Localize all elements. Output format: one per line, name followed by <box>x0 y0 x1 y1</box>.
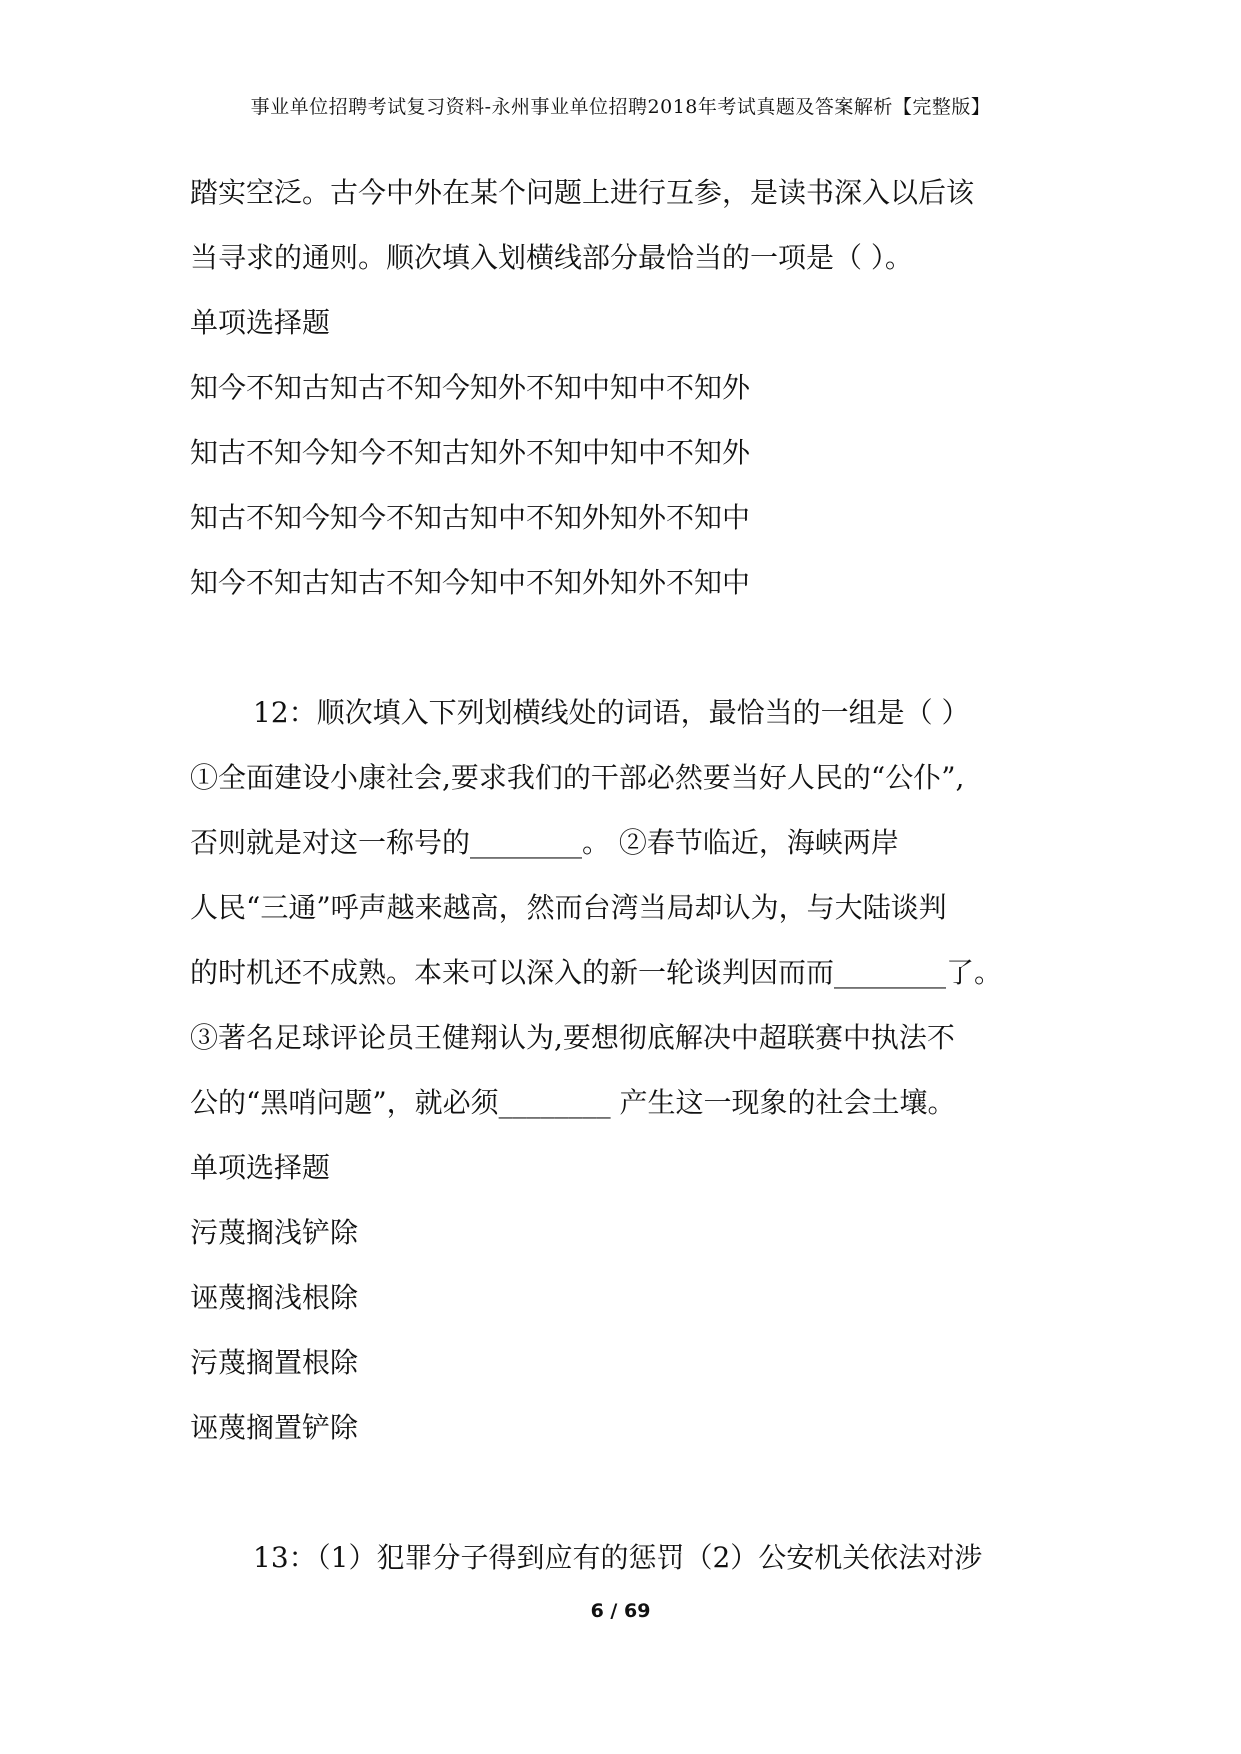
q12-text-line-4: 的时机还不成熟。本来可以深入的新一轮谈判因而而________了。 <box>190 956 1003 989</box>
q11-text-line-1: 踏实空泛。古今中外在某个问题上进行互参，是读书深入以后该 <box>190 176 975 209</box>
page-header: 事业单位招聘考试复习资料-永州事业单位招聘2018年考试真题及答案解析【完整版】 <box>250 96 991 118</box>
q12-option-b: 诬蔑搁浅根除 <box>190 1281 359 1314</box>
q12-text-line-6: 公的“黑哨问题”，就必须________ 产生这一现象的社会土壤。 <box>190 1086 956 1119</box>
q12-option-a: 污蔑搁浅铲除 <box>190 1216 359 1249</box>
q13-question-title: 13：（1）犯罪分子得到应有的惩罚（2）公安机关依法对涉 <box>253 1541 983 1574</box>
q12-option-d: 诬蔑搁置铲除 <box>190 1411 359 1444</box>
q11-option-c: 知古不知今知今不知古知中不知外知外不知中 <box>190 501 751 534</box>
q12-type-label: 单项选择题 <box>190 1151 331 1184</box>
q11-option-d: 知今不知古知古不知今知中不知外知外不知中 <box>190 566 751 599</box>
spacer <box>190 615 1070 680</box>
q12-option-c: 污蔑搁置根除 <box>190 1346 359 1379</box>
q11-type-label: 单项选择题 <box>190 306 331 339</box>
q11-text-line-2: 当寻求的通则。顺次填入划横线部分最恰当的一项是（ ）。 <box>190 241 913 274</box>
q11-option-a: 知今不知古知古不知今知外不知中知中不知外 <box>190 371 751 404</box>
page-number: 6 / 69 <box>590 1600 651 1622</box>
spacer <box>190 1460 1070 1525</box>
q11-option-b: 知古不知今知今不知古知外不知中知中不知外 <box>190 436 751 469</box>
document-body <box>190 160 1070 1590</box>
q12-text-line-1: ①全面建设小康社会,要求我们的干部必然要当好人民的“公仆”, <box>190 761 965 794</box>
q12-text-line-2: 否则就是对这一称号的________。 ②春节临近，海峡两岸 <box>190 826 899 859</box>
q12-question-title: 12：顺次填入下列划横线处的词语，最恰当的一组是（ ） <box>253 696 970 729</box>
q12-text-line-5: ③著名足球评论员王健翔认为,要想彻底解决中超联赛中执法不 <box>190 1021 955 1054</box>
q12-text-line-3: 人民“三通”呼声越来越高，然而台湾当局却认为，与大陆谈判 <box>190 891 947 924</box>
